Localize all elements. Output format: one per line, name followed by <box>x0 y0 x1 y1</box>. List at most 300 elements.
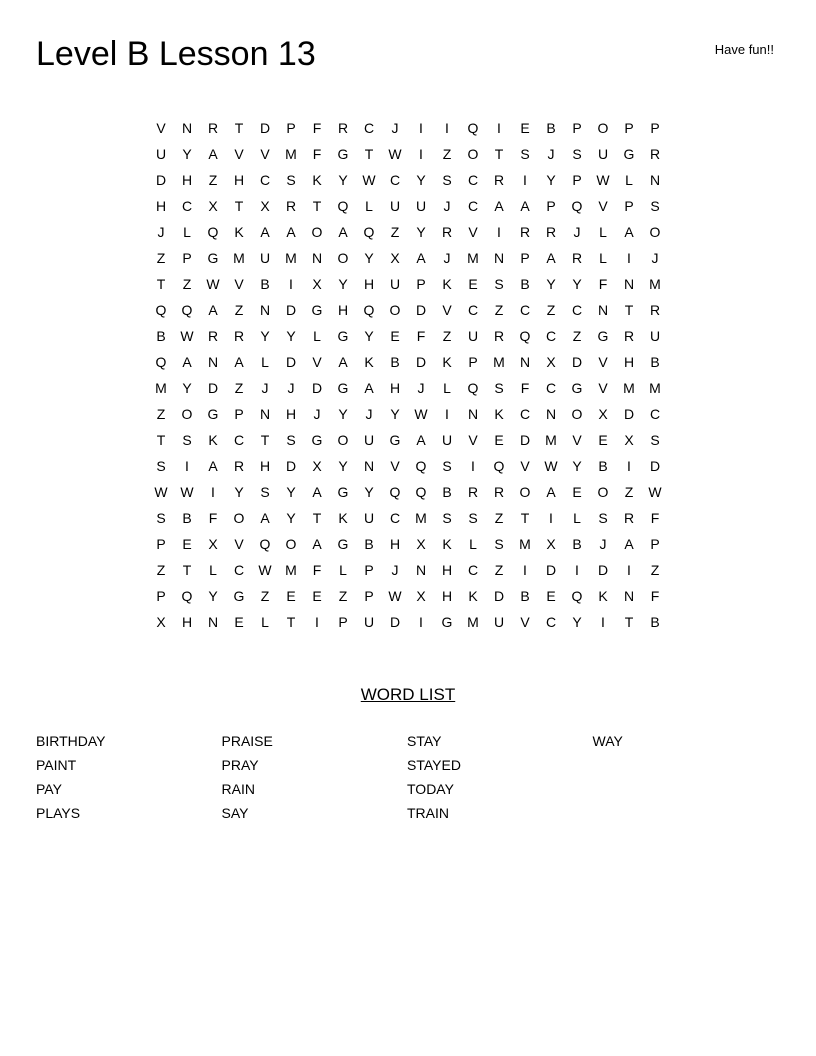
word-item: SAY <box>221 805 249 821</box>
grid-letter: O <box>389 302 401 318</box>
grid-letter: A <box>624 224 634 240</box>
grid-letter: R <box>285 198 297 214</box>
grid-letter: K <box>208 432 218 448</box>
grid-letter: V <box>234 146 244 162</box>
grid-letter: U <box>363 432 375 448</box>
grid-letter: N <box>259 406 271 422</box>
grid-row <box>148 219 668 245</box>
word-item: PRAISE <box>221 733 273 749</box>
grid-letter: Z <box>546 302 556 318</box>
grid-letter: U <box>467 328 479 344</box>
grid-letter: A <box>312 536 322 552</box>
grid-letter: B <box>598 458 608 474</box>
grid-letter: T <box>156 432 166 448</box>
grid-letter: R <box>545 224 557 240</box>
grid-letter: C <box>233 432 245 448</box>
grid-row <box>148 557 668 583</box>
grid-letter: Y <box>338 406 348 422</box>
grid-letter: Y <box>364 250 374 266</box>
grid-letter: I <box>549 510 553 526</box>
grid-letter: L <box>443 380 451 396</box>
grid-letter: C <box>233 562 245 578</box>
grid-letter: V <box>156 120 166 136</box>
grid-letter: N <box>363 458 375 474</box>
grid-letter: G <box>207 250 219 266</box>
grid-letter: R <box>571 250 583 266</box>
grid-letter: R <box>493 328 505 344</box>
grid-letter: O <box>337 250 349 266</box>
grid-letter: I <box>419 146 423 162</box>
grid-letter: M <box>415 510 427 526</box>
page-title: Level B Lesson 13 <box>36 35 316 73</box>
grid-letter: A <box>520 198 530 214</box>
grid-letter: J <box>313 406 321 422</box>
grid-letter: P <box>624 120 634 136</box>
grid-letter: Y <box>416 224 426 240</box>
grid-letter: T <box>182 562 192 578</box>
grid-letter: H <box>155 198 167 214</box>
word-list <box>36 729 778 825</box>
word-list-heading: WORD LIST <box>360 685 456 704</box>
grid-letter: S <box>182 432 192 448</box>
grid-letter: C <box>545 328 557 344</box>
grid-letter: X <box>208 536 218 552</box>
word-item: STAY <box>407 733 442 749</box>
grid-letter: U <box>597 146 609 162</box>
grid-letter: T <box>520 510 530 526</box>
grid-letter: G <box>441 614 453 630</box>
grid-letter: I <box>445 406 449 422</box>
grid-letter: R <box>623 510 635 526</box>
grid-letter: D <box>415 302 427 318</box>
grid-letter: C <box>467 172 479 188</box>
word-item: RAIN <box>221 781 255 797</box>
grid-letter: H <box>181 172 193 188</box>
grid-letter: P <box>572 120 582 136</box>
grid-letter: K <box>442 354 452 370</box>
grid-letter: V <box>468 432 478 448</box>
grid-letter: R <box>649 146 661 162</box>
grid-letter: I <box>601 614 605 630</box>
grid-letter: Z <box>260 588 270 604</box>
grid-letter: C <box>467 302 479 318</box>
grid-letter: X <box>208 198 218 214</box>
grid-letter: B <box>650 354 660 370</box>
grid-row <box>148 505 668 531</box>
grid-letter: N <box>597 302 609 318</box>
grid-letter: K <box>338 510 348 526</box>
grid-letter: S <box>156 510 166 526</box>
grid-row <box>148 193 668 219</box>
grid-letter: V <box>260 146 270 162</box>
grid-letter: I <box>445 120 449 136</box>
grid-row <box>148 479 668 505</box>
word-item: PLAYS <box>36 805 81 821</box>
grid-letter: E <box>286 588 296 604</box>
grid-letter: I <box>523 172 527 188</box>
grid-letter: F <box>650 588 660 604</box>
grid-letter: Y <box>338 458 348 474</box>
grid-letter: Q <box>519 328 531 344</box>
grid-letter: F <box>520 380 530 396</box>
grid-letter: N <box>493 250 505 266</box>
grid-letter: T <box>624 302 634 318</box>
grid-letter: Y <box>338 276 348 292</box>
grid-letter: C <box>545 614 557 630</box>
grid-letter: M <box>467 614 479 630</box>
grid-letter: Q <box>415 458 427 474</box>
grid-letter: E <box>234 614 244 630</box>
grid-letter: W <box>154 484 168 500</box>
grid-letter: J <box>417 380 425 396</box>
grid-letter: D <box>519 432 531 448</box>
grid-letter: L <box>339 562 347 578</box>
grid-letter: M <box>519 536 531 552</box>
grid-letter: N <box>311 250 323 266</box>
grid-letter: A <box>546 484 556 500</box>
grid-letter: H <box>623 354 635 370</box>
grid-letter: I <box>497 224 501 240</box>
grid-letter: H <box>259 458 271 474</box>
grid-letter: O <box>285 536 297 552</box>
grid-row <box>148 323 668 349</box>
grid-letter: N <box>623 588 635 604</box>
grid-letter: W <box>596 172 610 188</box>
grid-letter: N <box>519 354 531 370</box>
grid-letter: Y <box>364 484 374 500</box>
grid-letter: M <box>233 250 245 266</box>
grid-letter: P <box>624 198 634 214</box>
grid-letter: X <box>598 406 608 422</box>
grid-letter: G <box>207 406 219 422</box>
grid-letter: I <box>185 458 189 474</box>
grid-letter: D <box>623 406 635 422</box>
grid-letter: F <box>416 328 426 344</box>
grid-letter: H <box>233 172 245 188</box>
grid-letter: J <box>443 198 451 214</box>
grid-letter: G <box>337 328 349 344</box>
grid-letter: N <box>181 120 193 136</box>
grid-letter: B <box>650 614 660 630</box>
grid-letter: B <box>182 510 192 526</box>
grid-letter: Z <box>182 276 192 292</box>
grid-letter: O <box>519 484 531 500</box>
grid-letter: C <box>571 302 583 318</box>
grid-letter: V <box>234 536 244 552</box>
grid-letter: U <box>155 146 167 162</box>
grid-letter: Y <box>182 380 192 396</box>
grid-letter: S <box>650 198 660 214</box>
grid-letter: R <box>493 172 505 188</box>
grid-letter: Z <box>208 172 218 188</box>
grid-letter: J <box>573 224 581 240</box>
grid-letter: X <box>312 458 322 474</box>
grid-letter: I <box>471 458 475 474</box>
grid-letter: S <box>494 380 504 396</box>
grid-letter: R <box>519 224 531 240</box>
grid-letter: A <box>364 380 374 396</box>
grid-letter: Q <box>155 354 167 370</box>
grid-letter: R <box>337 120 349 136</box>
grid-letter: D <box>311 380 323 396</box>
grid-letter: S <box>156 458 166 474</box>
grid-letter: T <box>260 432 270 448</box>
grid-row <box>148 141 668 167</box>
grid-letter: Q <box>493 458 505 474</box>
grid-letter: G <box>233 588 245 604</box>
grid-letter: Q <box>467 120 479 136</box>
grid-letter: K <box>494 406 504 422</box>
grid-letter: W <box>180 484 194 500</box>
grid-letter: L <box>183 224 191 240</box>
grid-letter: H <box>389 380 401 396</box>
grid-letter: S <box>650 432 660 448</box>
grid-letter: W <box>362 172 376 188</box>
grid-letter: M <box>155 380 167 396</box>
grid-letter: S <box>260 484 270 500</box>
grid-letter: M <box>467 250 479 266</box>
grid-letter: K <box>312 172 322 188</box>
grid-letter: H <box>363 276 375 292</box>
grid-letter: B <box>260 276 270 292</box>
grid-letter: A <box>208 302 218 318</box>
grid-letter: V <box>442 302 452 318</box>
grid-letter: C <box>181 198 193 214</box>
grid-letter: R <box>467 484 479 500</box>
grid-letter: U <box>649 328 661 344</box>
grid-letter: H <box>389 536 401 552</box>
grid-letter: O <box>337 432 349 448</box>
grid-row <box>148 271 668 297</box>
grid-letter: B <box>572 536 582 552</box>
grid-row <box>148 349 668 375</box>
word-item: BIRTHDAY <box>36 733 106 749</box>
grid-letter: W <box>258 562 272 578</box>
grid-letter: U <box>389 198 401 214</box>
grid-letter: E <box>598 432 608 448</box>
grid-letter: D <box>207 380 219 396</box>
grid-letter: G <box>623 146 635 162</box>
grid-letter: Q <box>259 536 271 552</box>
grid-row <box>148 531 668 557</box>
grid-letter: X <box>390 250 400 266</box>
grid-letter: X <box>416 536 426 552</box>
grid-letter: U <box>389 276 401 292</box>
grid-letter: Q <box>571 198 583 214</box>
grid-letter: L <box>261 614 269 630</box>
grid-letter: Q <box>363 224 375 240</box>
grid-letter: Q <box>571 588 583 604</box>
grid-letter: N <box>623 276 635 292</box>
grid-letter: W <box>544 458 558 474</box>
grid-letter: Y <box>286 328 296 344</box>
grid-letter: G <box>311 302 323 318</box>
grid-letter: T <box>286 614 296 630</box>
grid-letter: X <box>546 354 556 370</box>
grid-letter: Q <box>363 302 375 318</box>
grid-letter: L <box>599 250 607 266</box>
grid-letter: P <box>572 172 582 188</box>
grid-letter: C <box>467 198 479 214</box>
grid-letter: W <box>206 276 220 292</box>
grid-letter: Z <box>390 224 400 240</box>
grid-letter: A <box>286 224 296 240</box>
grid-letter: C <box>467 562 479 578</box>
grid-letter: H <box>441 562 453 578</box>
grid-letter: L <box>261 354 269 370</box>
grid-letter: G <box>337 536 349 552</box>
grid-letter: E <box>312 588 322 604</box>
grid-letter: M <box>285 250 297 266</box>
grid-letter: R <box>493 484 505 500</box>
grid-letter: N <box>207 354 219 370</box>
grid-letter: I <box>523 562 527 578</box>
grid-letter: O <box>181 406 193 422</box>
grid-letter: Y <box>390 406 400 422</box>
grid-row <box>148 115 668 141</box>
grid-letter: N <box>545 406 557 422</box>
grid-letter: Z <box>234 380 244 396</box>
grid-letter: A <box>338 224 348 240</box>
grid-row <box>148 375 668 401</box>
grid-letter: O <box>649 224 661 240</box>
grid-letter: Z <box>494 302 504 318</box>
grid-letter: Y <box>260 328 270 344</box>
grid-letter: W <box>180 328 194 344</box>
word-column <box>407 729 593 825</box>
word-search-grid <box>148 115 668 635</box>
grid-letter: I <box>289 276 293 292</box>
grid-letter: A <box>260 224 270 240</box>
word-column <box>36 729 222 825</box>
grid-letter: V <box>572 432 582 448</box>
grid-letter: V <box>598 354 608 370</box>
page-subtitle: Have fun!! <box>714 42 774 57</box>
word-item: WAY <box>592 733 623 749</box>
grid-letter: M <box>649 380 661 396</box>
grid-letter: F <box>312 120 322 136</box>
grid-letter: L <box>469 536 477 552</box>
grid-letter: C <box>545 380 557 396</box>
grid-letter: B <box>364 536 374 552</box>
grid-letter: J <box>391 120 399 136</box>
grid-letter: D <box>493 588 505 604</box>
grid-letter: Y <box>338 172 348 188</box>
grid-letter: D <box>389 614 401 630</box>
grid-letter: L <box>365 198 373 214</box>
grid-letter: A <box>416 432 426 448</box>
grid-letter: Z <box>234 302 244 318</box>
grid-letter: Y <box>182 146 192 162</box>
grid-letter: A <box>208 146 218 162</box>
grid-letter: Q <box>337 198 349 214</box>
grid-letter: N <box>207 614 219 630</box>
grid-letter: I <box>627 562 631 578</box>
grid-letter: G <box>571 380 583 396</box>
grid-letter: P <box>364 562 374 578</box>
grid-letter: W <box>648 484 662 500</box>
grid-letter: P <box>650 120 660 136</box>
grid-letter: D <box>571 354 583 370</box>
grid-letter: U <box>493 614 505 630</box>
grid-letter: Y <box>546 172 556 188</box>
grid-letter: P <box>364 588 374 604</box>
grid-letter: V <box>312 354 322 370</box>
grid-letter: N <box>649 172 661 188</box>
grid-letter: V <box>598 198 608 214</box>
grid-letter: M <box>545 432 557 448</box>
grid-letter: J <box>651 250 659 266</box>
grid-letter: Y <box>572 276 582 292</box>
grid-letter: Z <box>442 146 452 162</box>
grid-letter: E <box>468 276 478 292</box>
grid-letter: N <box>415 562 427 578</box>
grid-letter: F <box>650 510 660 526</box>
grid-letter: D <box>649 458 661 474</box>
grid-letter: H <box>441 588 453 604</box>
grid-letter: D <box>415 354 427 370</box>
grid-letter: A <box>546 250 556 266</box>
grid-letter: U <box>363 510 375 526</box>
grid-letter: D <box>259 120 271 136</box>
grid-letter: L <box>625 172 633 188</box>
grid-letter: Y <box>572 614 582 630</box>
grid-letter: Q <box>415 484 427 500</box>
grid-letter: X <box>312 276 322 292</box>
word-item: STAYED <box>407 757 461 773</box>
grid-letter: J <box>443 250 451 266</box>
grid-letter: L <box>573 510 581 526</box>
grid-letter: O <box>597 120 609 136</box>
grid-letter: U <box>441 432 453 448</box>
grid-letter: I <box>627 458 631 474</box>
grid-letter: S <box>286 172 296 188</box>
grid-letter: T <box>624 614 634 630</box>
grid-letter: I <box>211 484 215 500</box>
grid-letter: I <box>497 120 501 136</box>
grid-letter: Q <box>155 302 167 318</box>
grid-letter: V <box>520 458 530 474</box>
grid-letter: E <box>520 120 530 136</box>
grid-letter: V <box>598 380 608 396</box>
grid-letter: B <box>156 328 166 344</box>
grid-letter: U <box>363 614 375 630</box>
grid-letter: B <box>442 484 452 500</box>
grid-letter: S <box>520 146 530 162</box>
grid-letter: I <box>419 614 423 630</box>
grid-letter: O <box>571 406 583 422</box>
grid-letter: J <box>287 380 295 396</box>
grid-letter: N <box>467 406 479 422</box>
grid-letter: Z <box>494 510 504 526</box>
grid-letter: A <box>312 484 322 500</box>
grid-letter: Y <box>234 484 244 500</box>
grid-letter: G <box>311 432 323 448</box>
grid-letter: M <box>649 276 661 292</box>
grid-letter: H <box>337 302 349 318</box>
grid-letter: Z <box>156 250 166 266</box>
grid-letter: Z <box>624 484 634 500</box>
grid-letter: V <box>468 224 478 240</box>
grid-letter: C <box>389 172 401 188</box>
grid-letter: X <box>624 432 634 448</box>
grid-letter: J <box>547 146 555 162</box>
grid-letter: S <box>494 536 504 552</box>
grid-letter: L <box>313 328 321 344</box>
grid-letter: P <box>156 536 166 552</box>
grid-letter: F <box>312 562 322 578</box>
grid-letter: X <box>416 588 426 604</box>
